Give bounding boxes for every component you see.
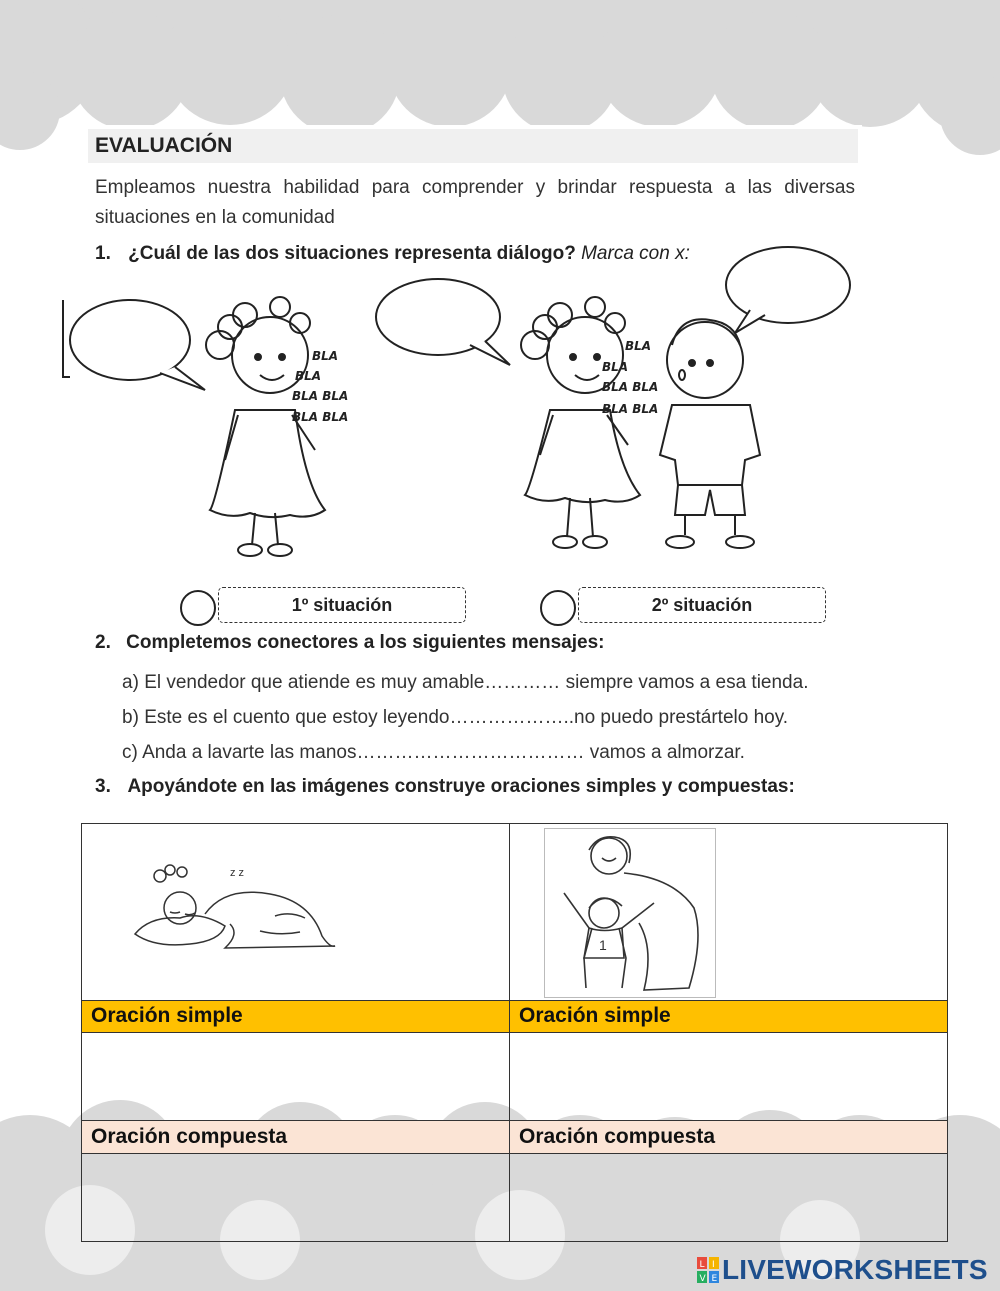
connector-item-letter: a) (122, 672, 139, 693)
question-1-instruction: Marca con x: (581, 243, 690, 264)
compuesta-answer-input[interactable] (510, 1154, 951, 1245)
connector-item-text: Anda a lavarte las manos……………………………… vamos a almorzar. (142, 742, 745, 763)
simple-answer-input[interactable] (510, 1033, 951, 1124)
boy-figure (660, 319, 760, 548)
bla-word: BLA BLA (602, 402, 659, 416)
logo-letter: L (699, 1260, 705, 1270)
question-2-text: Completemos conectores a los siguientes mensajes: (126, 632, 605, 653)
liveworksheets-logo[interactable] (697, 1254, 988, 1286)
question-3-number: 3. (95, 776, 111, 797)
simple-answer-left[interactable] (82, 1032, 510, 1120)
question-2-number: 2. (95, 632, 111, 653)
question-2 (95, 632, 604, 654)
sentence-table (81, 823, 948, 1242)
connector-item-b (122, 707, 788, 729)
girl-left-figure (206, 297, 325, 556)
question-3-text: Apoyándote en las imágenes construye oraciones simples y compuestas: (127, 776, 795, 797)
mother-and-child-image (544, 828, 716, 998)
situation-1-label: 1º situación (218, 587, 466, 623)
logo-mark-icon (697, 1257, 719, 1283)
simple-answer-input[interactable] (82, 1033, 513, 1124)
bla-word: BLA (625, 339, 652, 353)
connector-item-text: Este es el cuento que estoy leyendo………………..no puedo prestártelo hoy. (144, 707, 789, 728)
speech-bubble-boy (726, 247, 850, 333)
svg-text:z z: z z (230, 867, 245, 879)
girl-sleeping-image (130, 856, 340, 956)
connector-item-letter: b) (122, 707, 139, 728)
brand-name: LIVEWORKSHEETS (722, 1254, 988, 1285)
compuesta-label-right: Oración compuesta (510, 1121, 948, 1153)
bla-word: BLA (295, 369, 322, 383)
image-cell-mother-child (510, 824, 948, 1001)
compuesta-answer-input[interactable] (82, 1154, 513, 1245)
bla-word: BLA (602, 360, 629, 374)
bla-word: BLA (312, 349, 339, 363)
compuesta-label-left: Oración compuesta (82, 1121, 510, 1153)
simple-label-left: Oración simple (82, 1000, 510, 1032)
compuesta-answer-left[interactable] (82, 1153, 510, 1241)
situation-1-checkbox[interactable] (180, 590, 216, 626)
connector-item-letter: c) (122, 742, 138, 763)
speech-bubble-girl-right (376, 279, 510, 365)
connector-item-c (122, 742, 745, 764)
girl-right-figure (521, 297, 640, 548)
logo-letter: E (711, 1274, 718, 1283)
evaluation-title: EVALUACIÓN (88, 129, 858, 163)
question-3 (95, 776, 795, 798)
question-1-number: 1. (95, 243, 111, 264)
connector-item-a (122, 672, 808, 694)
dialogue-illustration (60, 245, 860, 585)
bla-word: BLA BLA (292, 389, 349, 403)
question-1-text: ¿Cuál de las dos situaciones representa diálogo? (128, 243, 576, 264)
bla-word: BLA BLA (602, 380, 659, 394)
speech-bubble-left (63, 300, 205, 390)
bla-word: BLA BLA (292, 410, 349, 424)
image-cell-sleeping (82, 824, 510, 1001)
evaluation-intro: Empleamos nuestra habilidad para comprender y brindar respuesta a las diversas situaciones en la comunidad (95, 177, 855, 228)
compuesta-answer-right[interactable] (510, 1153, 948, 1241)
logo-letter: I (712, 1260, 715, 1270)
simple-label-right: Oración simple (510, 1000, 948, 1032)
svg-text:1: 1 (599, 937, 607, 953)
logo-letter: V (699, 1274, 706, 1283)
situation-2-label: 2º situación (578, 587, 826, 623)
simple-answer-right[interactable] (510, 1032, 948, 1120)
situation-2-checkbox[interactable] (540, 590, 576, 626)
connector-item-text: El vendedor que atiende es muy amable………… siempre vamos a esa tienda. (144, 672, 809, 693)
